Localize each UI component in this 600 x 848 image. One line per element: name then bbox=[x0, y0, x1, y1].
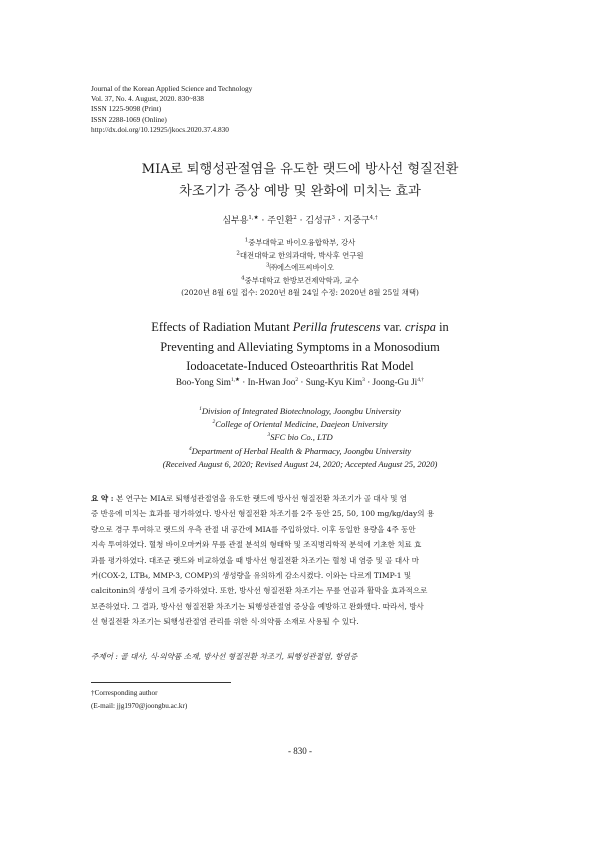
journal-issn-print: ISSN 1225-9098 (Print) bbox=[91, 104, 162, 114]
affiliation-text: Department of Herbal Health & Pharmacy, Joongbu University bbox=[191, 445, 412, 456]
affiliation-sup: 1 bbox=[244, 237, 249, 244]
korean-authors bbox=[0, 213, 600, 226]
title-text: Effects of Radiation Mutant bbox=[151, 320, 293, 334]
affiliation-text: College of Oriental Medicine, Daejeon University bbox=[215, 419, 388, 430]
affiliation-text: Division of Integrated Biotechnology, Joongbu University bbox=[201, 406, 401, 416]
footnote-corresponding: †Corresponding author bbox=[91, 689, 158, 697]
abstract-line: 지속 투여하였다. 혈청 바이오마커와 무릎 관절 분석의 형태학 및 조직병리학적 분석에 기초한 치료 효 bbox=[91, 540, 422, 550]
page-number: - 830 - bbox=[288, 746, 312, 756]
affiliation-sup: 2 bbox=[212, 419, 216, 426]
author-sup: 4,† bbox=[417, 376, 425, 383]
author-sup: 3 bbox=[362, 376, 365, 383]
affiliation-text: 대전대학교 한의과대학, 박사후 연구원 bbox=[239, 250, 364, 260]
author-sup: 2 bbox=[295, 376, 299, 383]
author-name: Sung-Kyu Kim bbox=[305, 377, 363, 387]
variety-name: crispa bbox=[405, 320, 436, 334]
author-name: Joong-Gu Ji bbox=[372, 377, 418, 387]
author-name: 심부용 bbox=[222, 216, 249, 226]
footnote-divider bbox=[91, 682, 231, 683]
english-title-line-3: Iodoacetate-Induced Osteoarthritis Rat Model bbox=[186, 359, 414, 373]
author-name: 지중구 bbox=[343, 216, 370, 226]
journal-volume: Vol. 37, No. 4. August, 2020. 830~838 bbox=[91, 94, 204, 104]
affiliation-sup: 2 bbox=[236, 250, 240, 257]
author-name: In-Hwan Joo bbox=[247, 377, 296, 387]
english-title bbox=[0, 318, 600, 377]
affiliation-line bbox=[0, 405, 600, 418]
affiliation-sup: 3 bbox=[267, 432, 271, 439]
affiliation-line bbox=[0, 237, 600, 250]
affiliation-line bbox=[0, 418, 600, 431]
author-separator: · bbox=[258, 216, 268, 226]
author-sup: 4,† bbox=[369, 215, 378, 221]
affiliation-sup: 4 bbox=[241, 275, 245, 282]
author-separator: · bbox=[298, 377, 306, 387]
author-sup: 3 bbox=[331, 215, 335, 221]
english-authors bbox=[0, 377, 600, 387]
abstract-line: calcitonin의 생성이 크게 증가하였다. 또한, 방사선 형질전환 차조기는 무릎 연골과 활막을 효과적으로 bbox=[91, 586, 428, 596]
korean-title-line-1: MIA로 퇴행성관절염을 유도한 랫드에 방사선 형질전환 bbox=[141, 162, 459, 177]
author-sup: 2 bbox=[293, 215, 297, 221]
journal-header bbox=[91, 84, 252, 135]
author-sup: 1,★ bbox=[248, 215, 259, 221]
author-separator: · bbox=[364, 377, 373, 387]
affiliation-sup: 4 bbox=[188, 445, 192, 452]
english-dates: (Received August 6, 2020; Revised August 24, 2020; Accepted August 25, 2020) bbox=[162, 458, 438, 469]
abstract-label: 요 약 : bbox=[91, 494, 117, 503]
author-separator: · bbox=[296, 216, 306, 226]
author-separator: · bbox=[239, 377, 248, 387]
affiliation-line bbox=[0, 445, 600, 458]
abstract-line bbox=[91, 491, 511, 506]
affiliation-sup: 1 bbox=[199, 406, 202, 413]
korean-title bbox=[0, 159, 600, 203]
title-text: var. bbox=[380, 320, 405, 334]
abstract-line: 과를 평가하였다. 대조군 랫드와 비교하였을 때 방사선 형질전환 차조기는 혈청 내 염증 및 골 대사 마 bbox=[91, 555, 419, 565]
affiliation-sup: 3 bbox=[265, 262, 270, 269]
abstract-text: 본 연구는 MIA로 퇴행성관절염을 유도한 랫드에 방사선 형질전환 차조기가 골 대사 및 염 bbox=[116, 494, 408, 503]
journal-doi-link[interactable]: http://dx.doi.org/10.12925/jkocs.2020.37.4.830 bbox=[91, 124, 229, 134]
journal-issn-online: ISSN 2288-1069 (Online) bbox=[91, 114, 167, 124]
abstract-line: 증 반응에 미치는 효과를 평가하였다. 방사선 형질전환 차조기를 2주 동안 25, 50, 100 mg/kg/day의 용 bbox=[91, 509, 435, 519]
abstract-line: 보존하였다. 그 결과, 방사선 형질전환 차조기는 퇴행성관절염 증상을 예방하고 완화했다. 따라서, 방사 bbox=[91, 601, 424, 611]
affiliation-text: SFC bio Co., LTD bbox=[270, 432, 333, 443]
affiliation-line bbox=[0, 275, 600, 288]
korean-dates: (2020년 8월 6일 접수: 2020년 8월 24일 수정: 2020년 8월 25일 채택) bbox=[181, 288, 419, 298]
korean-title-line-2: 차조기가 증상 예방 및 완화에 미치는 효과 bbox=[179, 184, 421, 199]
abstract-line: 선 형질전환 차조기는 퇴행성관절염 관리를 위한 식·의약품 소재로 사용될 수 있다. bbox=[91, 617, 359, 627]
abstract bbox=[91, 491, 511, 630]
affiliation-line bbox=[0, 262, 600, 275]
affiliation-text: 중부대학교 바이오융합학부, 강사 bbox=[248, 238, 356, 247]
keywords: 주제어 : 골 대사, 식·의약품 소재, 방사선 형질전환 차조기, 퇴행성관절염, 항염증 bbox=[91, 652, 358, 661]
english-title-line-2: Preventing and Alleviating Symptoms in a Monosodium bbox=[160, 339, 440, 354]
affiliation-line bbox=[0, 431, 600, 444]
english-title-line-1 bbox=[0, 318, 600, 338]
abstract-line: 량으로 경구 투여하고 랫드의 우측 관절 내 공간에 MIA를 주입하였다. 이후 동일한 용량을 4주 동안 bbox=[91, 524, 416, 534]
affiliation-text: 중부대학교 한방보건제약학과, 교수 bbox=[244, 275, 359, 285]
title-text: in bbox=[435, 320, 449, 334]
affiliation-line bbox=[0, 250, 600, 263]
korean-affiliations bbox=[0, 237, 600, 300]
journal-name: Journal of the Korean Applied Science and Technology bbox=[91, 84, 253, 93]
author-separator: · bbox=[334, 216, 344, 226]
author-name: Boo-Yong Sim bbox=[175, 377, 231, 387]
author-sup: 1,★ bbox=[230, 376, 240, 383]
footnote bbox=[91, 687, 187, 712]
author-name: 김성규 bbox=[305, 216, 332, 226]
species-name: Perilla frutescens bbox=[292, 320, 381, 334]
author-name: 주인환 bbox=[267, 216, 294, 226]
affiliation-text: ㈜에스에프씨바이오 bbox=[269, 263, 334, 273]
english-affiliations bbox=[0, 405, 600, 471]
abstract-line: 커(COX-2, LTB₄, MMP-3, COMP)의 생성량을 유의하게 감소시켰다. 이와는 다르게 TIMP-1 및 bbox=[91, 570, 412, 580]
footnote-email: (E-mail: jjg1970@joongbu.ac.kr) bbox=[91, 701, 188, 710]
